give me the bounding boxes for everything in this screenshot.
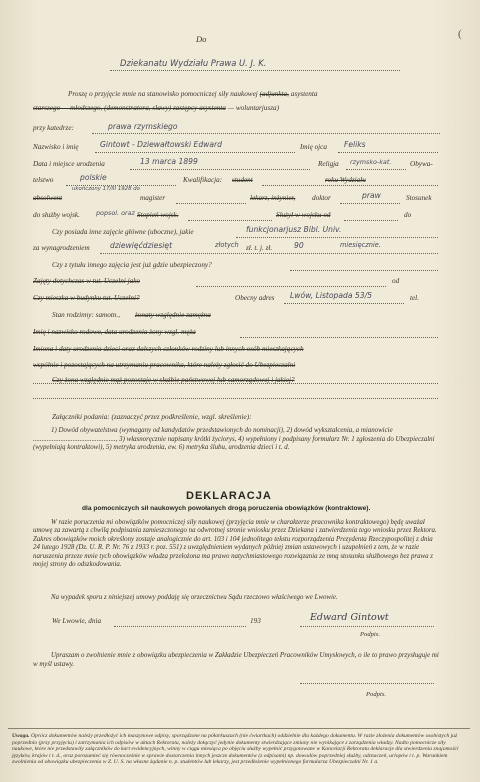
obywa-label: Obywa- [410,160,433,168]
doktor-field[interactable]: praw [362,191,381,200]
posada-field[interactable]: funkcjonarjusz Bibl. Univ. [246,225,342,234]
stan-label: Stan rodzinny: samotn., [52,311,121,319]
wspolnie-struck: wspólnie i pozostających na utrzymaniu pracownika, które należy zgłosić do Ubezpieczalni [33,361,296,369]
sluzyl-struck: Służył w wojsku od [276,211,331,219]
posada-line [236,237,438,238]
ubezp-question: Czy z tytułu innego zajęcia jest już gdzie ubezpieczony? [52,261,212,269]
imie-ojca-line [338,152,438,153]
place-date-label: We Lwowie, dnia [52,617,102,625]
magister-note: ukończony 17/III 1928 do [72,186,140,192]
exemption-signature-line [300,683,434,684]
podpis-label-1: Podpis. [360,631,380,638]
request-text: Proszę o przyjęcie mnie na stanowisko pomocniczej siły naukowej [68,90,258,98]
exemption-text: Upraszam o zwolnienie mnie z obowiązku ubezpieczenia w Zakładzie Ubezpieczeń Pracowników Umysłowych, o ile to prawo przysługuje mi w myśl ustawy. [33,652,439,668]
data-urodzenia-line [130,169,310,170]
woluntarjusza-label: — woluntarjusza) [227,104,279,112]
recipient-field[interactable]: Dziekanatu Wydziału Prawa U. J. K. [120,58,267,68]
sluzba-panstwowa-line [33,398,438,399]
request-line-1 [68,90,317,98]
wynagr-field[interactable]: dziewięćdziesięt [110,241,173,250]
posada-label: Czy posiada inne zajęcie główne (uboczne), jakie [52,228,194,236]
podpis-label-2: Podpis. [366,691,386,698]
wynagr-print: zł. t. j. zł. [246,244,273,252]
absolwent-struck: absolwent [33,194,63,202]
assistant-grades-struck: starszego — młodszego, (demonstratora, sławy) zastępcy asystenta [33,104,226,112]
data-urodzenia-field[interactable]: 13 marca 1899 [140,157,198,166]
nazwisko-label: Nazwisko i imię [33,143,79,151]
wynagr-zl-field[interactable]: złotych [215,241,239,249]
sluzyl-line [344,220,398,221]
doktor-label: doktor [312,194,331,202]
attachments-heading: Załączniki podania: (zaznaczyć przez podkreślenie, wzgl. skreślenie): [52,413,252,421]
corner-mark: ( [458,28,462,40]
signature-handwritten: Edward Gintowt [310,612,389,623]
asystenta-label: asystenta [290,90,318,98]
tel-label: tel. [410,294,419,302]
footnote [12,733,468,766]
stopien-struck: Stopień wojsk. [137,211,179,219]
declaration-title: DEKLARACJA [186,490,272,502]
doktor-line [340,203,400,204]
imie-zony-line [240,337,438,338]
adres-field[interactable]: Lwów, Listopada 53/5 [290,291,372,300]
stosunek-label: Stosunek [406,194,432,202]
sluzba-panstwowa-struck: Czy żona względnie mąż pozostaje w służbie państwowej lub samorządowej i jakiej? [52,376,295,384]
recipient-line [110,70,400,71]
kwalif-rok-struck: roku Wydziału [325,176,366,184]
katedra-line [92,133,440,134]
adres-line [284,303,404,304]
nazwisko-line [95,152,295,153]
signature-line [300,626,434,627]
request-line-2 [33,104,279,112]
data-urodzenia-label: Data i miejsce urodzenia [33,160,105,168]
stan-struck: żonaty względnie zamężna [135,311,211,319]
footnote-divider [8,728,470,729]
sluzba-label: do służby wojsk. [33,211,80,219]
imiona-dzieci-struck: Imiona i daty urodzenia dzieci oraz dalszych członków rodziny lub innych osób mieszkających [33,345,304,353]
date-line [114,626,246,627]
telstwo-field[interactable]: polskie [80,173,107,182]
adjunkta-struck: (adjunkta, [259,90,289,98]
declaration-subtitle: dla pomocniczych sił naukowych powołanych drogą poruczenia obowiązków (kontraktowe). [82,505,371,512]
imie-ojca-label: Imię ojca [300,143,327,151]
declaration-paragraph-2: Na wypadek sporu z niniejszej umowy poddaję się orzecznictwu Sądu rzeczowo właściwego we Lwowie. [51,594,338,601]
kwalif-student-struck: student [232,176,253,184]
wynagr-line [100,253,438,254]
zajety-line [196,286,386,287]
sluzba-line [188,220,272,221]
wynagr-gr-field[interactable]: 90 [294,241,304,250]
inzynier-struck: lekarz, inżynier, [250,194,296,202]
magister-label: magister [140,194,166,202]
religia-label: Religja [318,160,339,168]
ubezp-line [290,270,438,271]
zajety-od-label: od [392,277,400,285]
imie-ojca-field[interactable]: Feliks [344,140,366,149]
mieszka-struck: Czy mieszka w budynku tut. Uczelni? [33,294,140,302]
wynagr-label: za wynagrodzeniem [33,244,90,252]
sluzyl-do-label: do [404,211,412,219]
attachments-text: 1) Dowód obywatelstwa (wymagany od kandydatów przedstawionych do nominacji), 2) dowód wykształcenia, a mianowicie ................................................, 3) własnoręcznie napisany krótki życiorys, 4) wypełniony i podpisany formularz Nr. 1 zgłoszenia do Ubezpieczalni (wypełniają kontraktowi), 5) metryka urodzenia, ew. 6) metryka ślubu, urodzenia dzieci i t. d. [33,427,435,452]
kwalif-line [262,185,438,186]
declaration-paragraph-1: W razie poruczenia mi obowiązków pomocniczej siły naukowej (przyjęcia mnie w charakterze pracownika kontraktowego) będę uważał umowę za zawartą z chwilą podpisania zamieszczonego na odwrotnej stronie wniosku przez Dziekana i zatwierdzenia tego wniosku przez Rektora. Zakres obowiązków moich określony zostaje analogicznie do art. 103 i 104 jednolitego tekstu rozporządzenia Prezydenta Rzeczypospolitej z dnia 24 lutego 1928 (Dz. U. R. P. Nr. 76 z 1933 r. poz. 551) z uwzględnieniem wydanych później zmian ustawowych i uzupełnień z tem, że w razie naruszenia przeze mnie tych obowiązków władza przełożona ma prawo natychmiastowego rozwiązania ze mną stosunku służbowego bez prawa z mojej strony do odszkodowania. [33,519,437,569]
footnote-text: Oprócz dokumentów należy przedłożyć ich maszynowe odpisy, sporządzone na półarkuszach (nie ćwiartkach) oddzielnie dla każdego dokumentu. W razie złożenia dokumentów osobistych już poprzednio (przy przyjęciu) i zatrzymania ich odpisów w aktach Rektoratu, należy dołączyć jedynie dokumenty stwierdzające zmiany nie wynikające z zarządzenia władzy. Nadto pomocnicze siły naukowe, które nie przedstawiły załączników do kart ewidencyjnych, winny w ciągu miesiąca po objęciu służby wypełnić przygotowane w Kancelarji Rektoratu deklaracje dla stwierdzenia znajomości języków, krajów i t. d., oraz porozumieć się równocześnie w sprawie dostarczenia innych jeszcze dokumentów (z odpisami) np. dowodów poprzedniej służby, odznaczeń, urlopów i t. p. Warunkiem zwolnienia od obowiązku ubezpieczenia w Z. U. S. na własne żądanie n. p. studentów lub lekarzy, jest przedłożenie wypełnionego formularza Ubezpieczalni Nr. 1 a. [12,733,459,766]
zajety-struck: Zajęty dotychczas w tut. Uczelni jako [33,277,140,285]
sluzba-field[interactable]: popsol. oraz [96,209,135,217]
addressee-do: Do [196,34,207,44]
telstwo-label: telstwo [33,176,54,184]
adres-label: Obecny adres [235,294,275,302]
year-label: 193 [250,617,261,625]
religia-line [346,169,406,170]
nazwisko-field[interactable]: Gintowt - Dziewałtowski Edward [100,140,222,149]
footnote-label: Uwaga. [12,733,30,739]
kwalif-label: Kwalifikacja: [183,176,223,184]
imie-zony-struck: Imię i nazwisko rodowe, data urodzenia żony wzgl. męża [33,328,196,336]
katedra-label: przy katedrze: [33,124,74,132]
religia-field[interactable]: rzymsko-kat. [350,158,392,166]
magister-line [176,203,246,204]
wynagr-end-field[interactable]: miesięcznie. [340,241,381,249]
katedra-field[interactable]: prawa rzymskiego [108,122,178,131]
